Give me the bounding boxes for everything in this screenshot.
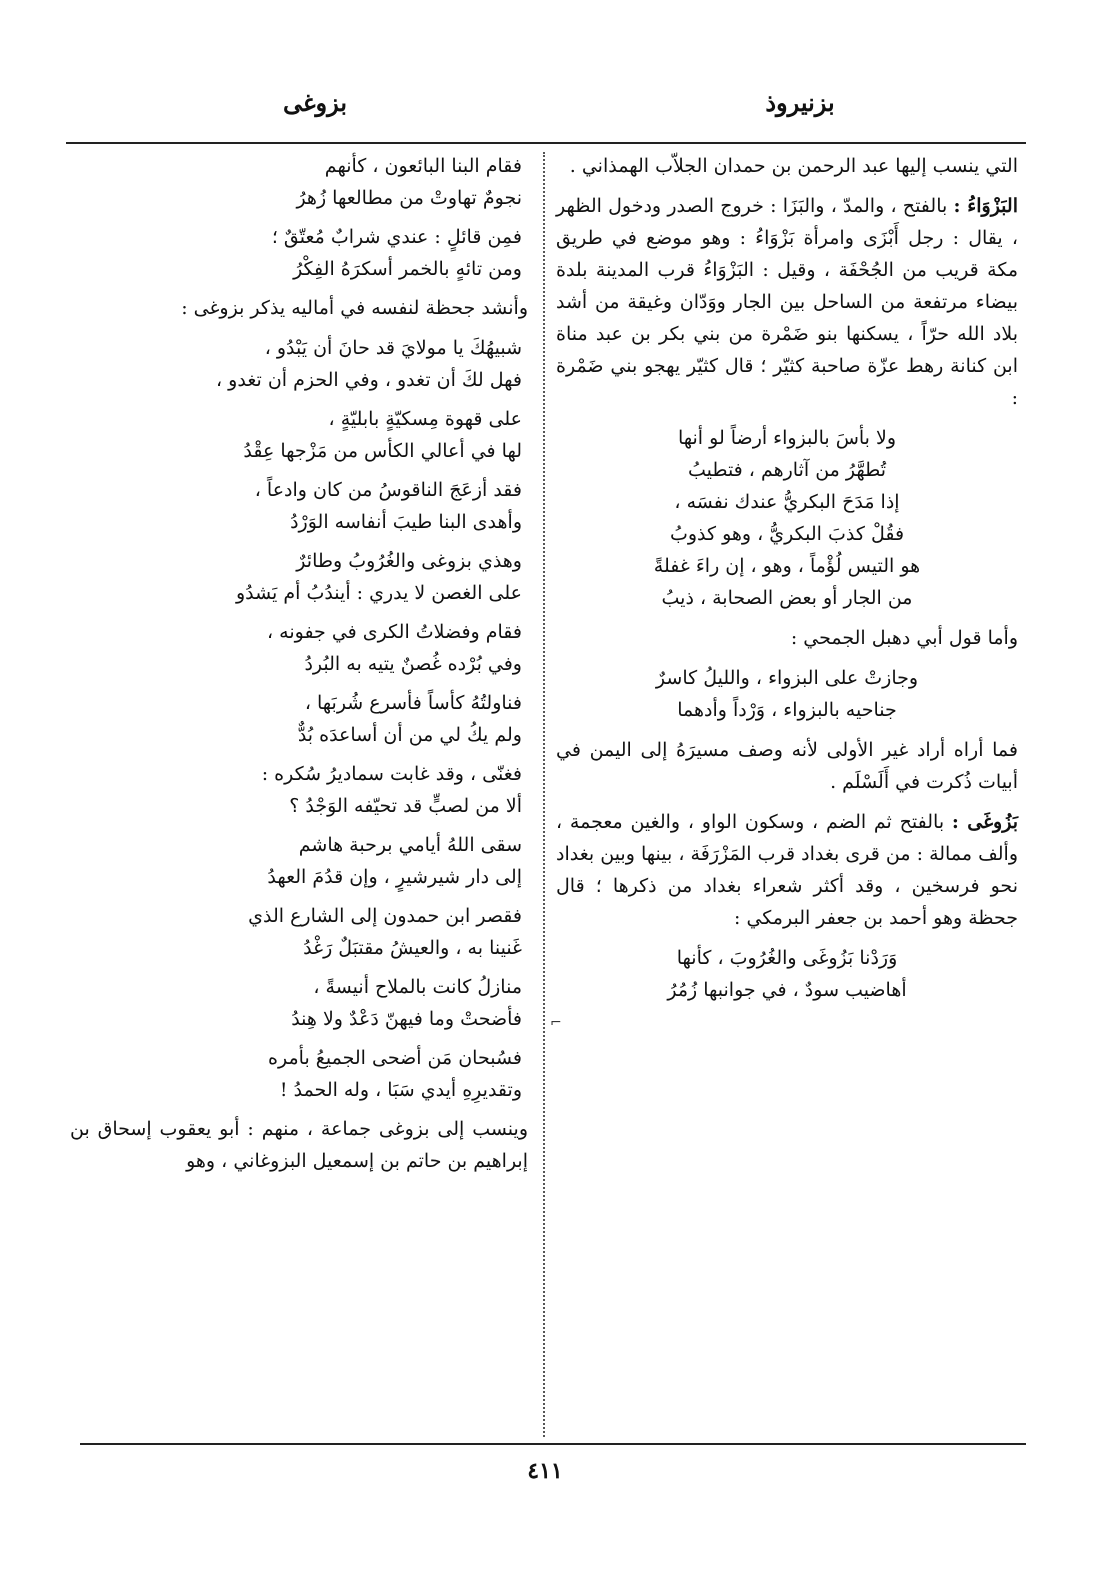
entry-bazugha <box>556 806 1018 934</box>
poem <box>556 942 1018 1006</box>
entry-headword: البَزْوَاءُ : <box>953 195 1018 217</box>
hemistich: وَرَدْنا بَزُوغَى والغُرُوبَ ، كأنها <box>676 947 898 969</box>
hemistich: على قهوة مِسكيّةٍ بابليّةٍ ، <box>328 408 522 430</box>
verse <box>70 221 528 285</box>
right-column <box>556 150 1018 1014</box>
verse <box>70 403 528 467</box>
hemistich: ألا من لصبٍّ قد تحيّفه الوَجْدُ ؟ <box>289 795 522 817</box>
hemistich: ولا بأسَ بالبزواء أرضاً لو أنها <box>677 427 897 449</box>
margin-mark: ⌐ <box>550 1015 562 1031</box>
hemistich: جناحيه بالبزواء ، وَرْداً وأدهما <box>677 699 897 721</box>
verse <box>70 758 528 822</box>
hemistich: فقام وفضلاتُ الكرى في جفونه ، <box>266 621 522 643</box>
paragraph: وأما قول أبي دهبل الجمحي : <box>790 627 1018 649</box>
column-divider <box>543 152 545 1437</box>
hemistich: شبيهُكَ يا مولايَ قد حانَ أن يَبْدُو ، <box>264 337 522 359</box>
hemistich: فقام البنا البائعون ، كأنهم <box>324 155 522 177</box>
verse <box>70 545 528 609</box>
verse <box>70 150 528 214</box>
hemistich: سقى اللهُ أيامي برحبة هاشم <box>298 834 522 856</box>
hemistich: لها في أعالي الكأس من مَزْجها عِقْدُ <box>243 440 522 462</box>
verse <box>70 829 528 893</box>
entry-headword: بَزُوغَى : <box>951 811 1018 833</box>
paragraph: وأنشد جحظة لنفسه في أماليه يذكر بزوغى : <box>181 297 528 319</box>
entry-text: بالفتح ثم الضم ، وسكون الواو ، والغين معجمة ، وألف ممالة : من قرى بغداد قرب المَزْرَفَة ، بينها وبين بغداد نحو فرسخين ، وقد أكثر شعراء بغداد من ذكرها ؛ قال جحظة وهو أحمد بن جعفر البرمكي : <box>556 811 1018 929</box>
hemistich: فسُبحان مَن أضحى الجميعُ بأمره <box>268 1047 522 1069</box>
hemistich: فغنّى ، وقد غابت سماديرُ سُكره : <box>261 763 522 785</box>
paragraph: فما أراه أراد غير الأولى لأنه وصف مسيرَهُ إلى اليمن في أبيات ذُكرت في أَلَسْلَم . <box>556 739 1018 793</box>
hemistich: فقُلْ كذبَ البكريُّ ، وهو كذوبُ <box>669 523 905 545</box>
hemistich: وهذي بزوغى والغُرُوبُ وطائرٌ <box>296 550 522 572</box>
hemistich: تُطهَّرُ من آثارهم ، فتطيبُ <box>687 459 887 481</box>
entry-bazwa <box>556 190 1018 414</box>
hemistich: إلى دار شيرشيرٍ ، وإن قدُمَ العهدُ <box>267 866 522 888</box>
bottom-rule <box>80 1443 1026 1445</box>
verse <box>70 900 528 964</box>
hemistich: أهاضيب سودٌ ، في جوانبها زُمُرُ <box>667 979 907 1001</box>
left-column <box>70 150 528 1185</box>
hemistich: على الغصن لا يدري : أيندُبُ أم يَشدُو <box>235 582 522 604</box>
verse <box>70 616 528 680</box>
hemistich: هو التيس لُؤْماً ، وهو ، إن راءَ غفلةً <box>653 555 921 577</box>
hemistich: وأهدى البنا طيبَ أنفاسه الوَرْدُ <box>290 511 522 533</box>
hemistich: فهل لكَ أن تغدو ، وفي الحزم أن تغدو ، <box>216 369 522 391</box>
paragraph: وينسب إلى بزوغى جماعة ، منهم : أبو يعقوب إسحاق بن إبراهيم بن حاتم بن إسمعيل البزوغاني ، وهو <box>70 1118 528 1172</box>
verse <box>70 332 528 396</box>
hemistich: وتقديرِهِ أيدي سَبَا ، وله الحمدُ ! <box>279 1079 522 1101</box>
hemistich: فمِن قائلٍ : عندي شرابٌ مُعتّقٌ ؛ <box>271 226 522 248</box>
hemistich: فأضحتْ وما فيهنّ دَعْدٌ ولا هِندُ <box>291 1008 522 1030</box>
poem <box>556 422 1018 614</box>
hemistich: إذا مَدَحَ البكريُّ عندك نفسَه ، <box>674 491 900 513</box>
hemistich: ومن تائهٍ بالخمر أسكرَهُ الفِكْرُ <box>293 258 522 280</box>
poem <box>556 662 1018 726</box>
hemistich: فقد أزعَجَ الناقوسُ من كان وادعاً ، <box>254 479 522 501</box>
hemistich: فناولتُهُ كأساً فأسرع شُربَها ، <box>304 692 522 714</box>
verse <box>70 1042 528 1106</box>
top-rule <box>66 142 1026 144</box>
verse <box>70 474 528 538</box>
hemistich: نجومٌ تهاوتْ من مطالعها زُهرُ <box>296 187 522 209</box>
running-head-right: بزنيروذ <box>765 88 835 117</box>
hemistich: وجازتْ على البزواء ، والليلُ كاسرٌ <box>655 667 919 689</box>
verse <box>70 971 528 1035</box>
hemistich: غَنينا به ، والعيشُ مقتبَلٌ رَغْدُ <box>303 937 522 959</box>
hemistich: فقصر ابن حمدون إلى الشارع الذي <box>248 905 522 927</box>
running-head-left: بزوغى <box>282 88 348 117</box>
verse <box>70 687 528 751</box>
hemistich: وفي بُرْده غُصنٌ يتيه به البُردُ <box>304 653 522 675</box>
paragraph: التي ينسب إليها عبد الرحمن بن حمدان الجلاّب الهمذاني . <box>569 155 1018 177</box>
page-number: ٤١١ <box>527 1458 563 1484</box>
hemistich: من الجار أو بعض الصحابة ، ذيبُ <box>661 587 913 609</box>
entry-text: بالفتح ، والمدّ ، والبَزَا : خروج الصدر ودخول الظهر ، يقال : رجل أَبْزَى وامرأة بَزْوَاءُ : وهو موضع في طريق مكة قريب من الجُحْفَة ، وقيل : البَزْوَاءُ قرب المدينة بلدة بيضاء مرتفعة من الساحل بين الجار ووَدّان وغيقة من أشد بلاد الله حرّاً ، يسكنها بنو ضَمْرة من بني بكر بن عبد مناة ابن كنانة رهط عزّة صاحبة كثيّر ؛ قال كثيّر يهجو بني ضَمْرة : <box>556 195 1018 409</box>
hemistich: ولم يكُ لي من أن أساعدَه بُدٌّ <box>297 724 522 746</box>
hemistich: منازلُ كانت بالملاح أنيسةً ، <box>313 976 522 998</box>
